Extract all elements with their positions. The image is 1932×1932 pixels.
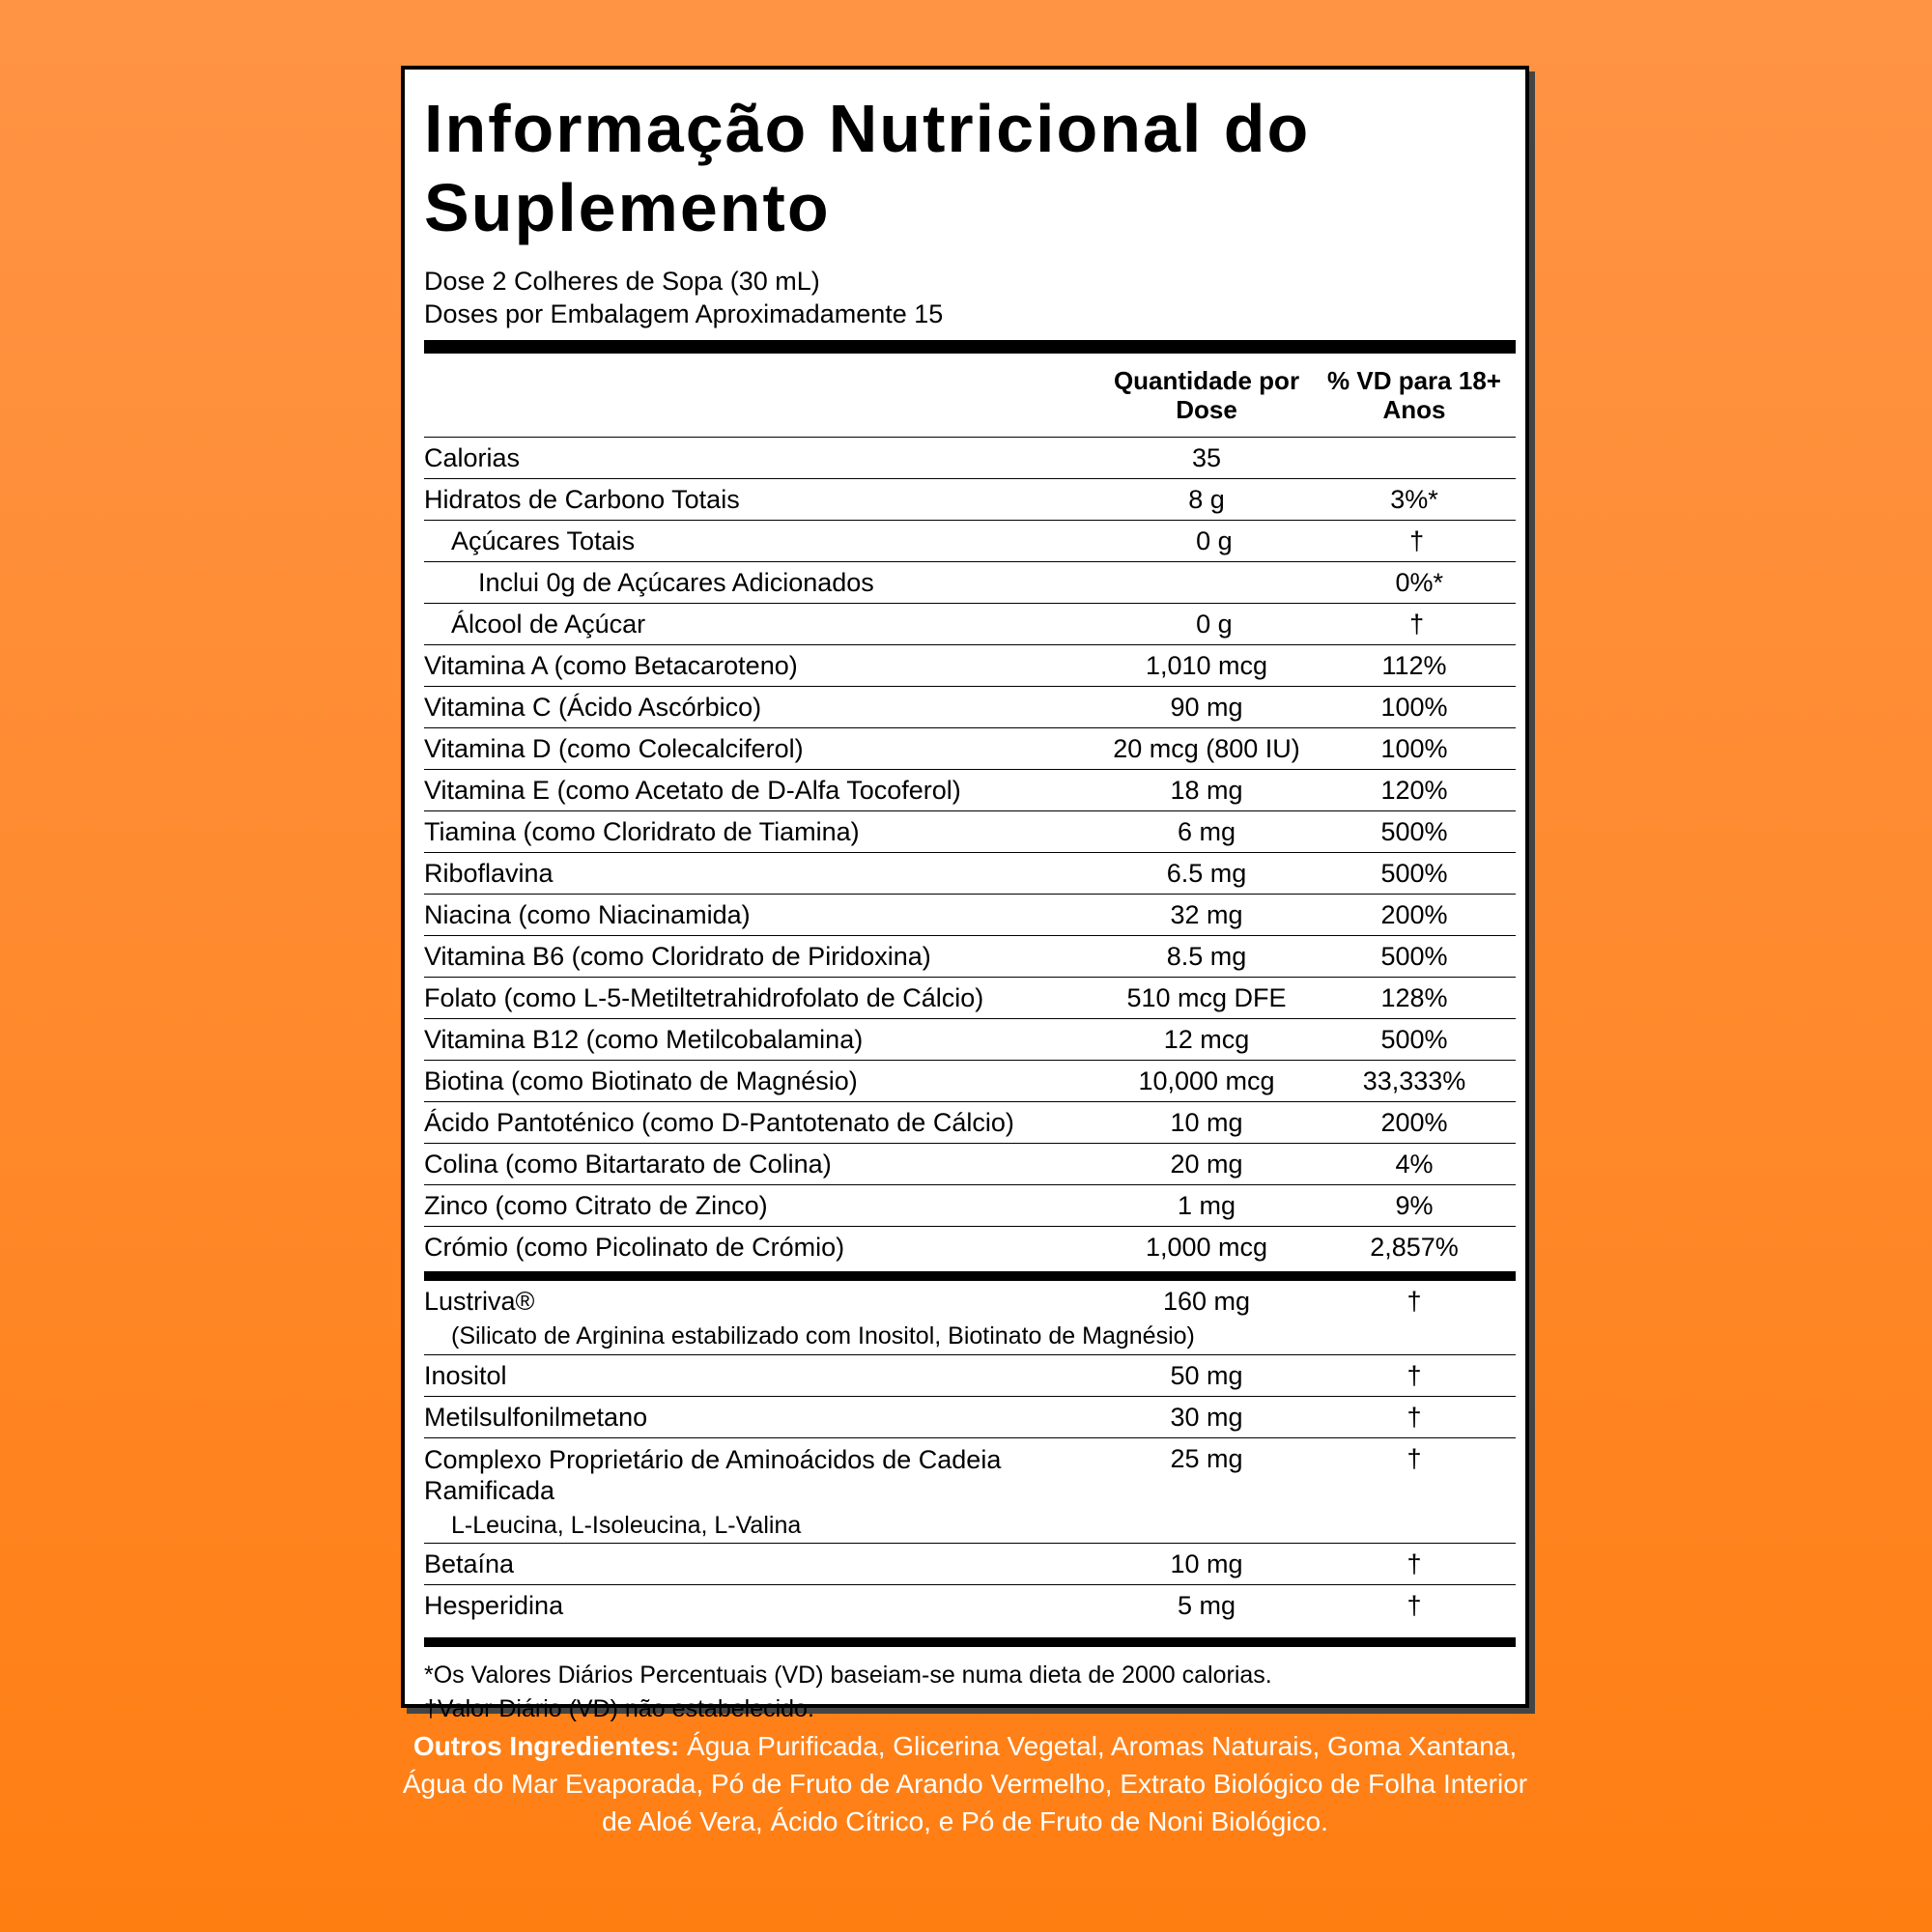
divider-thick	[424, 1271, 1516, 1281]
table-row: Vitamina A (como Betacaroteno) 1,010 mcg 112%	[424, 644, 1516, 686]
table-row: Inositol 50 mg †	[424, 1354, 1516, 1396]
table-row: Lustriva® 160 mg † (Silicato de Arginina estabilizado com Inositol, Biotinato de Magnésio)	[424, 1281, 1516, 1354]
footnote-dv: *Os Valores Diários Percentuais (VD) baseiam-se numa dieta de 2000 calorias.	[424, 1662, 1272, 1689]
table-row: Complexo Proprietário de Aminoácidos de Cadeia Ramificada 25 mg † L-Leucina, L-Isoleucina, L-Valina	[424, 1437, 1516, 1543]
table-row: Vitamina B12 (como Metilcobalamina) 12 mcg 500%	[424, 1018, 1516, 1060]
blend-ingredients: L-Leucina, L-Isoleucina, L-Valina	[451, 1511, 802, 1539]
table-row: Hesperidina 5 mg †	[424, 1584, 1516, 1626]
table-row: Vitamina C (Ácido Ascórbico) 90 mg 100%	[424, 686, 1516, 727]
table-row: Metilsulfonilmetano 30 mg †	[424, 1396, 1516, 1437]
header-dv: % VD para 18+ Anos	[1327, 366, 1501, 424]
table-row: Biotina (como Biotinato de Magnésio) 10,000 mcg 33,333%	[424, 1060, 1516, 1101]
other-ingredients-list: Água Purificada, Glicerina Vegetal, Aromas Naturais, Goma Xantana, Água do Mar Evaporada, Pó de Fruto de Arando Vermelho, Extrato Biológico de Folha Interior de Aloé Vera, Ácido Cítrico, e Pó de Fruto de Noni Biológico.	[402, 1731, 1528, 1836]
table-row: Tiamina (como Cloridrato de Tiamina) 6 mg 500%	[424, 810, 1516, 852]
divider-thick	[424, 340, 1516, 354]
panel-title: Informação Nutricional do Suplemento	[424, 91, 1311, 245]
table-row: Vitamina D (como Colecalciferol) 20 mcg (800 IU) 100%	[424, 727, 1516, 769]
blend-ingredients: (Silicato de Arginina estabilizado com Inositol, Biotinato de Magnésio)	[451, 1322, 1195, 1350]
nutrient-table	[424, 437, 1516, 1267]
header-amount: Quantidade por Dose	[1113, 366, 1300, 424]
footnotes	[424, 1647, 1516, 1726]
table-row: Zinco (como Citrato de Zinco) 1 mg 9%	[424, 1184, 1516, 1226]
footnote-dagger: †Valor Diário (VD) não estabelecido.	[424, 1695, 814, 1722]
table-row: Vitamina E (como Acetato de D-Alfa Tocoferol) 18 mg 120%	[424, 769, 1516, 810]
serving-info	[424, 265, 1516, 330]
table-row: Hidratos de Carbono Totais 8 g 3%*	[424, 478, 1516, 520]
table-header	[424, 354, 1516, 437]
divider-thick	[424, 1637, 1516, 1647]
other-ingredients-label: Outros Ingredientes:	[412, 1731, 680, 1761]
table-row: Colina (como Bitartarato de Colina) 20 mg 4%	[424, 1143, 1516, 1184]
table-row: Açúcares Totais 0 g †	[424, 520, 1516, 561]
serving-size: Dose 2 Colheres de Sopa (30 mL)	[424, 267, 820, 296]
table-row: Calorias 35	[424, 437, 1516, 478]
table-row: Niacina (como Niacinamida) 32 mg 200%	[424, 894, 1516, 935]
other-ingredients	[401, 1727, 1529, 1840]
table-row: Crómio (como Picolinato de Crómio) 1,000 mcg 2,857%	[424, 1226, 1516, 1267]
supplement-facts-panel	[401, 66, 1529, 1722]
table-row: Inclui 0g de Açúcares Adicionados 0%*	[424, 561, 1516, 603]
table-row: Álcool de Açúcar 0 g †	[424, 603, 1516, 644]
blend-table	[424, 1281, 1516, 1626]
table-row: Betaína 10 mg †	[424, 1543, 1516, 1584]
table-row: Vitamina B6 (como Cloridrato de Piridoxina) 8.5 mg 500%	[424, 935, 1516, 977]
table-row: Riboflavina 6.5 mg 500%	[424, 852, 1516, 894]
table-row: Ácido Pantoténico (como D-Pantotenato de Cálcio) 10 mg 200%	[424, 1101, 1516, 1143]
servings-per-container: Doses por Embalagem Aproximadamente 15	[424, 299, 944, 328]
table-row: Folato (como L-5-Metiltetrahidrofolato de Cálcio) 510 mcg DFE 128%	[424, 977, 1516, 1018]
